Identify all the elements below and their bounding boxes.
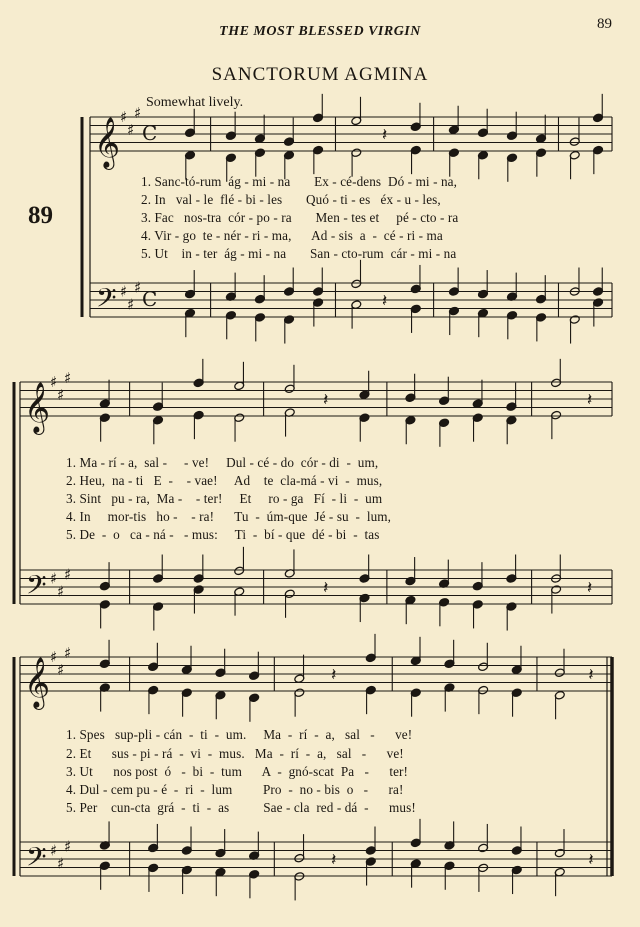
treble-clef: 𝄞 xyxy=(24,382,51,433)
key-sharp: ♯ xyxy=(127,120,135,139)
treble-clef: 𝄞 xyxy=(94,117,121,168)
key-sharp: ♯ xyxy=(50,841,58,860)
verse-line: 5. Ut in - ter ág - mi - na San - cto-rum cár - mi - na xyxy=(141,246,457,261)
verse-line: 2. Heu, na - ti E - - vae! Ad te cla-má - vi - mus, xyxy=(66,473,383,488)
key-sharp: ♯ xyxy=(57,660,65,679)
key-sharp: ♯ xyxy=(50,648,58,666)
bass-clef: 𝄢 xyxy=(26,569,47,607)
quarter-rest: 𝄽 xyxy=(587,578,593,598)
tempo-marking: Somewhat lively. xyxy=(146,95,244,110)
key-sharp: ♯ xyxy=(64,565,72,584)
verse-line: 3. Ut nos post ó - bi - tum A - gnó-scat Pa - ter! xyxy=(66,764,409,779)
running-title: THE MOST BLESSED VIRGIN xyxy=(219,24,421,39)
quarter-rest: 𝄽 xyxy=(588,850,594,870)
quarter-rest: 𝄽 xyxy=(382,291,388,311)
quarter-rest: 𝄽 xyxy=(588,665,594,685)
key-sharp: ♯ xyxy=(57,385,65,404)
quarter-rest: 𝄽 xyxy=(323,578,329,598)
key-sharp: ♯ xyxy=(134,278,142,297)
hymn-number: 89 xyxy=(28,202,53,229)
verse-line: 3. Sint pu - ra, Ma - - ter! Et ro - ga Fí - li - um xyxy=(66,491,383,506)
verse-line: 1. Ma - rí - a, sal - - ve! Dul - cé - do cór - di - um, xyxy=(66,455,379,470)
verse-line: 2. In val - le flé - bi - les Quó - ti - es éx - u - les, xyxy=(141,192,441,207)
quarter-rest: 𝄽 xyxy=(323,390,329,410)
key-sharp: ♯ xyxy=(57,582,65,601)
quarter-rest: 𝄽 xyxy=(331,850,337,870)
time-signature: C xyxy=(142,287,158,311)
key-sharp: ♯ xyxy=(50,569,58,588)
key-sharp: ♯ xyxy=(134,103,142,122)
time-signature: C xyxy=(142,121,158,145)
verse-line: 3. Fac nos-tra cór - po - ra Men - tes et pé - cto - ra xyxy=(141,210,459,225)
treble-clef: 𝄞 xyxy=(24,657,51,708)
key-sharp: ♯ xyxy=(120,108,128,126)
verse-line: 4. In mor-tis ho - - ra! Tu - úm-que Jé - su - lum, xyxy=(66,509,392,524)
verse-line: 2. Et sus - pi - rá - vi - mus. Ma - rí - a, sal - ve! xyxy=(66,746,404,761)
page-number: 89 xyxy=(597,16,612,32)
verse-line: 1. Spes sup-pli - cán - ti - um. Ma - rí - a, sal - ve! xyxy=(66,727,413,742)
verse-line: 5. De - o ca - ná - - mus: Ti - bí - que dé - bi - tas xyxy=(66,527,380,542)
key-sharp: ♯ xyxy=(50,373,58,391)
key-sharp: ♯ xyxy=(64,368,72,387)
verse-line: 5. Per cun-cta grá - ti - as Sae - cla red - dá - mus! xyxy=(66,800,416,815)
bass-clef: 𝄢 xyxy=(26,841,47,879)
verse-line: 4. Dul - cem pu - é - ri - lum Pro - no - bis o - ra! xyxy=(66,782,404,797)
key-sharp: ♯ xyxy=(64,837,72,856)
key-sharp: ♯ xyxy=(57,854,65,873)
quarter-rest: 𝄽 xyxy=(587,390,593,410)
key-sharp: ♯ xyxy=(127,295,135,314)
bass-clef: 𝄢 xyxy=(96,282,117,320)
quarter-rest: 𝄽 xyxy=(382,125,388,145)
verse-line: 1. Sanc-tó-rum ág - mi - na Ex - cé-dens Dó - mi - na, xyxy=(141,174,458,189)
key-sharp: ♯ xyxy=(64,643,72,662)
hymn-title: SANCTORUM AGMINA xyxy=(211,64,429,85)
verse-line: 4. Vir - go te - nér - ri - ma, Ad - sis a - cé - ri - ma xyxy=(141,228,443,243)
quarter-rest: 𝄽 xyxy=(331,665,337,685)
key-sharp: ♯ xyxy=(120,282,128,301)
